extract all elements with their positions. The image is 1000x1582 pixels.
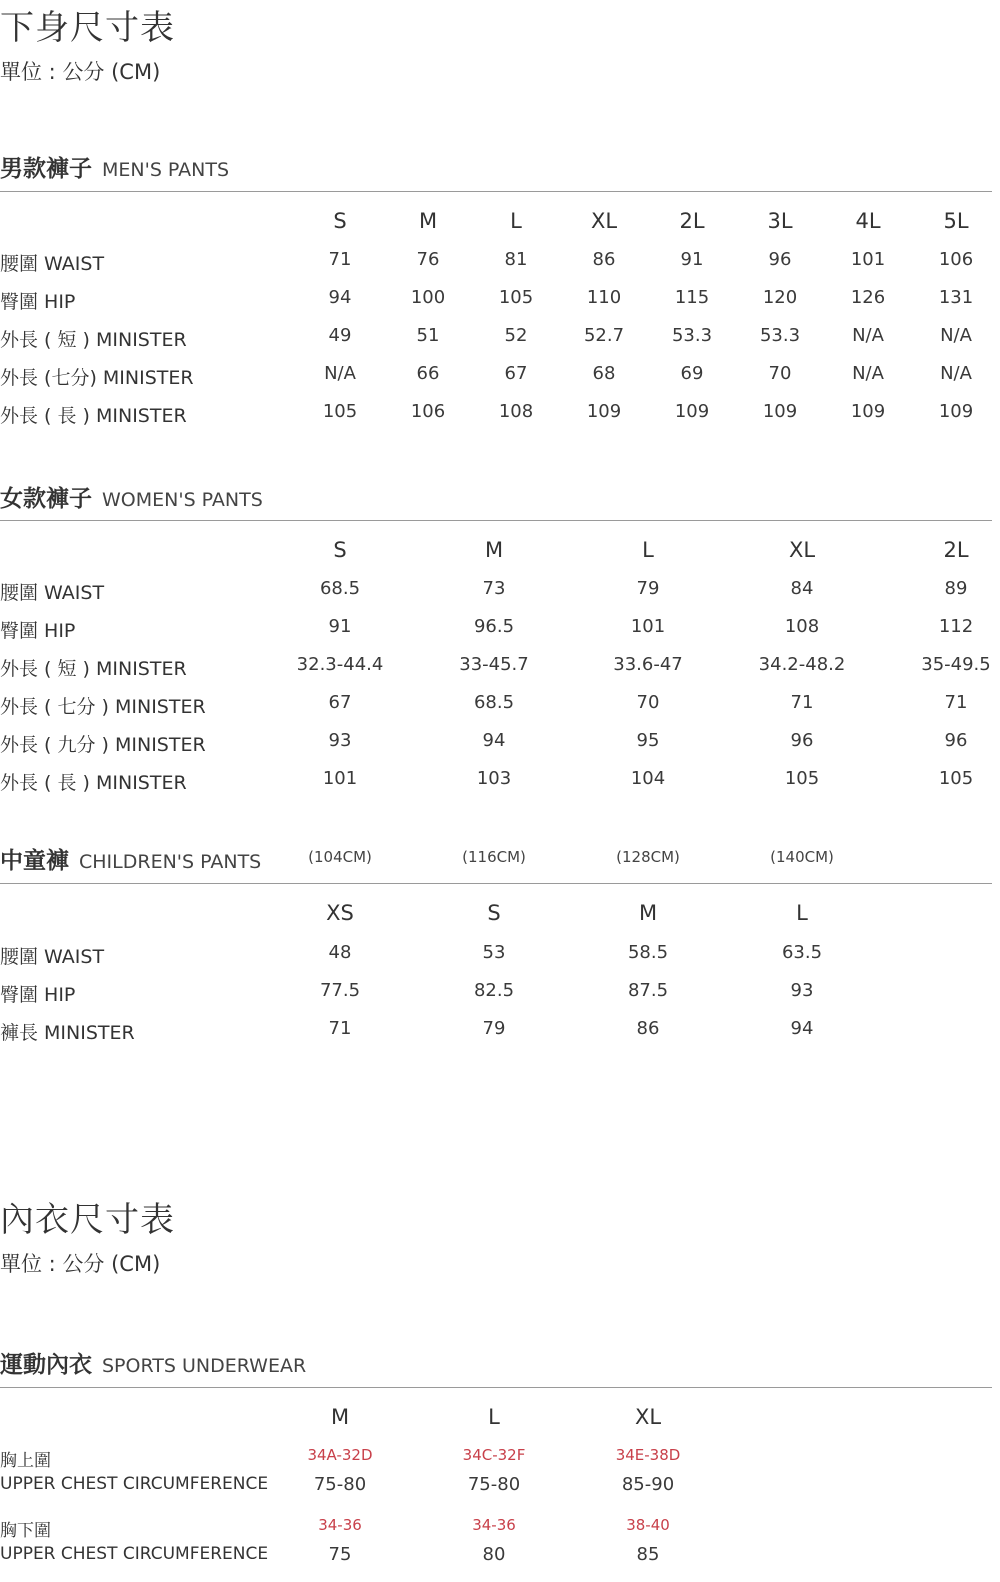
table-cell: N/A	[852, 363, 884, 384]
table-cell: 112	[938, 616, 974, 637]
table-cell: 75-80	[467, 1474, 521, 1495]
table-cell: N/A	[324, 363, 356, 384]
table-cell: 96	[790, 730, 814, 751]
lower-chart-title: 下身尺寸表	[0, 8, 175, 48]
height-note: (140CM)	[770, 848, 834, 866]
table-cell: 33-45.7	[459, 654, 529, 675]
table-cell: N/A	[852, 325, 884, 346]
size-header: M	[638, 901, 658, 925]
size-header: XL	[590, 209, 618, 233]
table-cell: 105	[784, 768, 820, 789]
table-cell: 115	[674, 287, 710, 308]
table-cell: 84	[790, 578, 814, 599]
size-header: L	[488, 1405, 500, 1429]
table-cell: 53.3	[759, 325, 801, 346]
table-cell: 91	[328, 616, 352, 637]
men-pants-title-zh: 男款褲子	[0, 156, 92, 182]
cup-size: 34-36	[318, 1516, 362, 1534]
size-header: L	[796, 901, 808, 925]
height-note: (104CM)	[308, 848, 372, 866]
table-cell: 94	[790, 1018, 814, 1039]
table-cell: 52	[504, 325, 528, 346]
table-cell: 96.5	[473, 616, 515, 637]
table-cell: N/A	[940, 325, 972, 346]
table-cell: 53	[482, 942, 506, 963]
table-cell: 126	[850, 287, 886, 308]
row-label: 外長 ( 九分 ) MINISTER	[0, 734, 206, 756]
table-cell: 94	[328, 287, 352, 308]
table-cell: 52.7	[583, 325, 625, 346]
size-header: S	[487, 901, 501, 925]
row-label-zh: 胸下圍	[0, 1521, 51, 1541]
row-label: 腰圍 WAIST	[0, 253, 105, 275]
size-header: 3L	[767, 209, 793, 233]
table-cell: 58.5	[627, 942, 669, 963]
table-cell: 95	[636, 730, 660, 751]
sports-underwear-divider	[0, 1387, 992, 1388]
table-cell: 101	[322, 768, 358, 789]
row-label: 臀圍 HIP	[0, 984, 76, 1006]
table-cell: 85	[636, 1544, 660, 1565]
table-cell: 82.5	[473, 980, 515, 1001]
row-label: 外長 ( 短 ) MINISTER	[0, 329, 187, 351]
table-cell: 81	[504, 249, 528, 270]
table-cell: 66	[416, 363, 440, 384]
table-cell: 86	[592, 249, 616, 270]
table-cell: 101	[630, 616, 666, 637]
table-cell: 67	[328, 692, 352, 713]
table-cell: 96	[768, 249, 792, 270]
table-cell: 106	[938, 249, 974, 270]
cup-size: 38-40	[626, 1516, 670, 1534]
women-pants-heading	[0, 480, 263, 513]
table-cell: 110	[586, 287, 622, 308]
table-cell: 68	[592, 363, 616, 384]
row-label: 外長 ( 短 ) MINISTER	[0, 658, 187, 680]
children-pants-heading	[0, 842, 261, 875]
row-label: 臀圍 HIP	[0, 291, 76, 313]
men-pants-divider	[0, 191, 992, 192]
table-cell: 79	[482, 1018, 506, 1039]
table-cell: 91	[680, 249, 704, 270]
size-header: M	[484, 538, 504, 562]
table-cell: 109	[762, 401, 798, 422]
table-cell: 71	[328, 1018, 352, 1039]
row-label: 外長 (七分) MINISTER	[0, 367, 194, 389]
table-cell: 75	[328, 1544, 352, 1565]
table-cell: 105	[322, 401, 358, 422]
women-pants-divider	[0, 520, 992, 521]
table-cell: 53.3	[671, 325, 713, 346]
row-label-zh: 胸上圍	[0, 1451, 51, 1471]
size-header: 2L	[679, 209, 705, 233]
table-cell: 93	[328, 730, 352, 751]
height-note: (128CM)	[616, 848, 680, 866]
size-header: 2L	[943, 538, 969, 562]
table-cell: 70	[768, 363, 792, 384]
cup-size: 34C-32F	[462, 1446, 526, 1464]
table-cell: 131	[938, 287, 974, 308]
children-pants-title-en: CHILDREN'S PANTS	[79, 851, 262, 873]
table-cell: 73	[482, 578, 506, 599]
size-header: 4L	[855, 209, 881, 233]
table-cell: 103	[476, 768, 512, 789]
underwear-chart-title: 內衣尺寸表	[0, 1200, 175, 1240]
table-cell: 68.5	[319, 578, 361, 599]
row-label: 臀圍 HIP	[0, 620, 76, 642]
row-label: 外長 ( 長 ) MINISTER	[0, 772, 187, 794]
table-cell: 79	[636, 578, 660, 599]
size-header: XL	[634, 1405, 662, 1429]
table-cell: 71	[328, 249, 352, 270]
women-pants-title-zh: 女款褲子	[0, 486, 92, 512]
table-cell: 96	[944, 730, 968, 751]
table-cell: 71	[944, 692, 968, 713]
table-cell: 100	[410, 287, 446, 308]
row-label: 腰圍 WAIST	[0, 946, 105, 968]
table-cell: 33.6-47	[613, 654, 683, 675]
table-cell: 71	[790, 692, 814, 713]
sports-underwear-title-zh: 運動內衣	[0, 1352, 92, 1378]
women-pants-title-en: WOMEN'S PANTS	[102, 489, 263, 511]
row-label-en: UPPER CHEST CIRCUMFERENCE	[0, 1544, 269, 1564]
table-cell: 68.5	[473, 692, 515, 713]
row-label: 腰圍 WAIST	[0, 582, 105, 604]
size-header: 5L	[943, 209, 969, 233]
table-cell: 109	[938, 401, 974, 422]
table-cell: 69	[680, 363, 704, 384]
table-cell: 101	[850, 249, 886, 270]
table-cell: 120	[762, 287, 798, 308]
cup-size: 34E-38D	[615, 1446, 681, 1464]
size-header: XL	[788, 538, 816, 562]
row-label: 褲長 MINISTER	[0, 1022, 135, 1044]
row-label: 外長 ( 長 ) MINISTER	[0, 405, 187, 427]
sports-underwear-title-en: SPORTS UNDERWEAR	[102, 1355, 307, 1377]
row-label-en: UPPER CHEST CIRCUMFERENCE	[0, 1474, 269, 1494]
table-cell: 75-80	[313, 1474, 367, 1495]
table-cell: 32.3-44.4	[296, 654, 384, 675]
lower-unit-label: 單位 : 公分 (CM)	[0, 60, 161, 84]
men-pants-title-en: MEN'S PANTS	[102, 159, 230, 181]
size-header: S	[333, 538, 347, 562]
table-cell: 105	[938, 768, 974, 789]
table-cell: 109	[850, 401, 886, 422]
table-cell: 109	[674, 401, 710, 422]
table-cell: N/A	[940, 363, 972, 384]
height-note: (116CM)	[462, 848, 526, 866]
size-header: L	[510, 209, 522, 233]
table-cell: 106	[410, 401, 446, 422]
table-cell: 85-90	[621, 1474, 675, 1495]
men-pants-heading	[0, 150, 229, 183]
table-cell: 70	[636, 692, 660, 713]
cup-size: 34A-32D	[307, 1446, 373, 1464]
sports-underwear-heading	[0, 1346, 306, 1379]
table-cell: 76	[416, 249, 440, 270]
table-cell: 80	[482, 1544, 506, 1565]
table-cell: 87.5	[627, 980, 669, 1001]
table-cell: 108	[784, 616, 820, 637]
size-header: L	[642, 538, 654, 562]
table-cell: 51	[416, 325, 440, 346]
table-cell: 35-49.5	[921, 654, 991, 675]
table-cell: 49	[328, 325, 352, 346]
children-pants-divider	[0, 883, 992, 884]
table-cell: 104	[630, 768, 666, 789]
size-header: M	[330, 1405, 350, 1429]
table-cell: 93	[790, 980, 814, 1001]
table-cell: 105	[498, 287, 534, 308]
row-label: 外長 ( 七分 ) MINISTER	[0, 696, 206, 718]
size-header: M	[418, 209, 438, 233]
table-cell: 67	[504, 363, 528, 384]
size-header: S	[333, 209, 347, 233]
table-cell: 77.5	[319, 980, 361, 1001]
children-pants-title-zh: 中童褲	[0, 848, 69, 874]
table-cell: 63.5	[781, 942, 823, 963]
table-cell: 94	[482, 730, 506, 751]
size-header: XS	[326, 901, 354, 925]
table-cell: 108	[498, 401, 534, 422]
underwear-unit-label: 單位 : 公分 (CM)	[0, 1252, 161, 1276]
table-cell: 48	[328, 942, 352, 963]
table-cell: 109	[586, 401, 622, 422]
table-cell: 34.2-48.2	[758, 654, 846, 675]
cup-size: 34-36	[472, 1516, 516, 1534]
table-cell: 89	[944, 578, 968, 599]
table-cell: 86	[636, 1018, 660, 1039]
